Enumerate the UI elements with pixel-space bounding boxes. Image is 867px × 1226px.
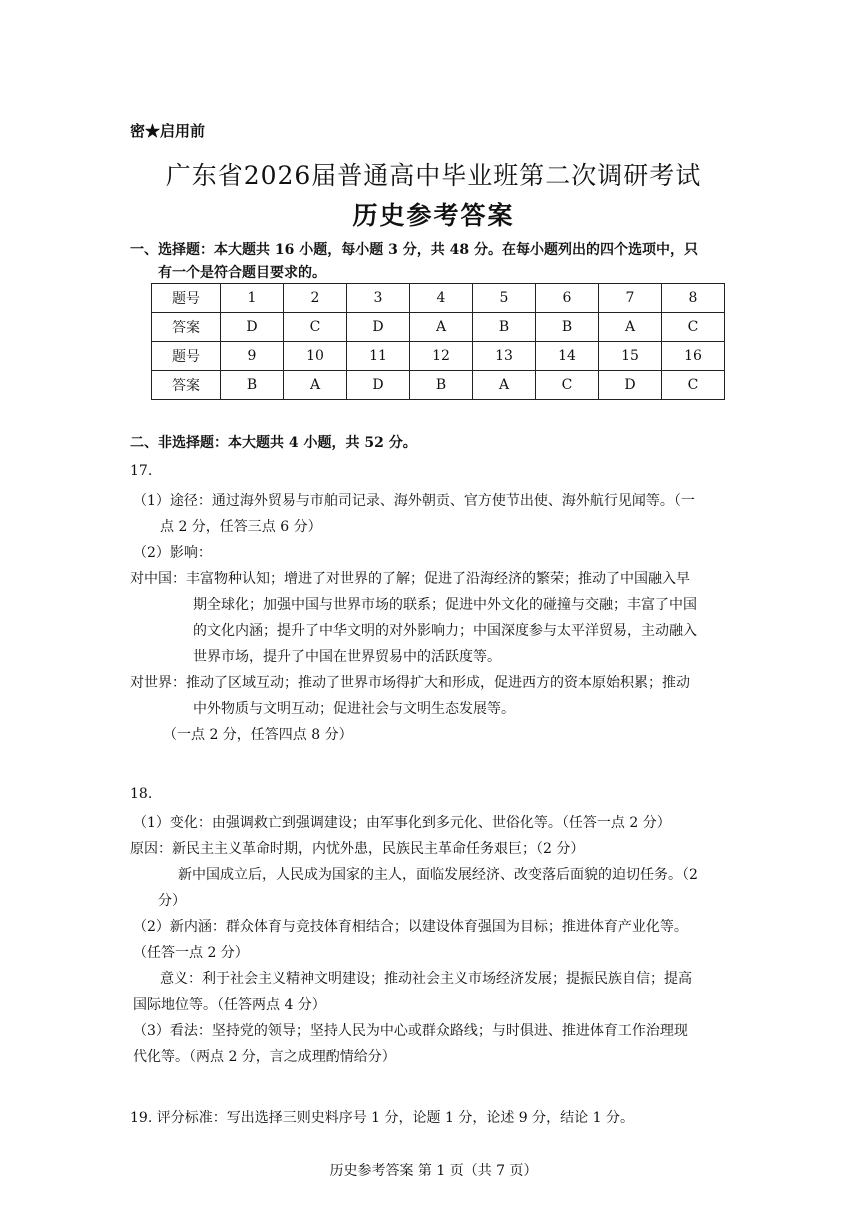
answer-table-cell: 13 bbox=[473, 342, 536, 371]
answer-table-header-cell: 答案 bbox=[152, 313, 221, 342]
answer-table-cell: 8 bbox=[662, 284, 725, 313]
exam-title: 广东省2026届普通高中毕业班第二次调研考试 bbox=[165, 161, 702, 190]
answer-table-cell: A bbox=[599, 313, 662, 342]
q17-scoring-note: （一点 2 分，任答四点 8 分） bbox=[163, 727, 353, 743]
answer-table-row bbox=[152, 284, 725, 313]
q18-line: （任答一点 2 分） bbox=[133, 945, 249, 961]
answer-table-cell: 5 bbox=[473, 284, 536, 313]
answer-table-cell: 9 bbox=[221, 342, 284, 371]
answer-table-cell: 11 bbox=[347, 342, 410, 371]
q17-line: 点 2 分，任答三点 6 分） bbox=[160, 519, 322, 535]
confidential-mark: 密★启用前 bbox=[130, 122, 206, 140]
answer-table-cell: 16 bbox=[662, 342, 725, 371]
answer-table-cell: 15 bbox=[599, 342, 662, 371]
answer-table-cell: A bbox=[284, 371, 347, 400]
q18-line: 新中国成立后，人民成为国家的主人，面临发展经济、改变落后面貌的迫切任务。（2 bbox=[178, 867, 698, 883]
section1-instruction-line2: 有一个是符合题目要求的。 bbox=[158, 265, 326, 281]
answer-table-cell: B bbox=[410, 371, 473, 400]
answer-table-cell: 3 bbox=[347, 284, 410, 313]
answer-table-cell: 1 bbox=[221, 284, 284, 313]
q17-line: 对中国：丰富物种认知；增进了对世界的了解；促进了沿海经济的繁荣；推动了中国融入早 bbox=[130, 571, 690, 587]
q18-line: 国际地位等。（任答两点 4 分） bbox=[133, 997, 326, 1013]
answer-table-cell: C bbox=[662, 371, 725, 400]
answer-table-cell: D bbox=[599, 371, 662, 400]
q18-line: 代化等。（两点 2 分，言之成理酌情给分） bbox=[133, 1049, 396, 1065]
answer-table-cell: C bbox=[662, 313, 725, 342]
q18-line: 分） bbox=[158, 893, 186, 909]
answer-table bbox=[151, 283, 725, 400]
answer-table-row bbox=[152, 371, 725, 400]
section2-heading: 二、非选择题：本大题共 4 小题，共 52 分。 bbox=[130, 435, 417, 451]
answer-table-cell: B bbox=[473, 313, 536, 342]
q19-scoring-criteria: 19. 评分标准：写出选择三则史料序号 1 分，论题 1 分，论述 9 分，结论 1 分。 bbox=[130, 1110, 634, 1126]
q18-line: （2）新内涵：群众体育与竞技体育相结合；以建设体育强国为目标；推进体育产业化等。 bbox=[133, 919, 688, 935]
document-subtitle: 历史参考答案 bbox=[352, 201, 515, 230]
q17-line: 的文化内涵；提升了中华文明的对外影响力；中国深度参与太平洋贸易，主动融入 bbox=[193, 623, 697, 639]
q17-number: 17. bbox=[130, 463, 153, 479]
q18-line: （3）看法：坚持党的领导；坚持人民为中心或群众路线；与时俱进、推进体育工作治理现 bbox=[133, 1023, 688, 1039]
q17-line: 期全球化；加强中国与世界市场的联系；促进中外文化的碰撞与交融；丰富了中国 bbox=[193, 597, 697, 613]
answer-table-cell: 10 bbox=[284, 342, 347, 371]
answer-table-cell: A bbox=[473, 371, 536, 400]
q18-line: 原因：新民主主义革命时期，内忧外患，民族民主革命任务艰巨；（2 分） bbox=[130, 841, 585, 857]
q18-line: 意义：利于社会主义精神文明建设；推动社会主义市场经济发展；提振民族自信；提高 bbox=[160, 971, 692, 987]
section1-instruction-line1: 一、选择题：本大题共 16 小题，每小题 3 分，共 48 分。在每小题列出的四个选项中，只 bbox=[130, 242, 698, 258]
answer-table-cell: A bbox=[410, 313, 473, 342]
answer-table-cell: B bbox=[536, 313, 599, 342]
answer-table-header-cell: 题号 bbox=[152, 342, 221, 371]
q18-line: （1）变化：由强调救亡到强调建设；由军事化到多元化、世俗化等。（任答一点 2 分） bbox=[133, 815, 671, 831]
answer-table-cell: 2 bbox=[284, 284, 347, 313]
q17-line: （1）途径：通过海外贸易与市舶司记录、海外朝贡、官方使节出使、海外航行见闻等。（一 bbox=[133, 493, 695, 509]
answer-table-cell: 12 bbox=[410, 342, 473, 371]
answer-table-cell: 14 bbox=[536, 342, 599, 371]
answer-table-header-cell: 答案 bbox=[152, 371, 221, 400]
answer-table-cell: 4 bbox=[410, 284, 473, 313]
answer-table-cell: 6 bbox=[536, 284, 599, 313]
q18-number: 18. bbox=[130, 786, 153, 802]
q17-line: （2）影响： bbox=[133, 545, 212, 561]
answer-table-row bbox=[152, 313, 725, 342]
answer-table-cell: C bbox=[536, 371, 599, 400]
answer-table-cell: C bbox=[284, 313, 347, 342]
answer-table-row bbox=[152, 342, 725, 371]
q17-line: 对世界：推动了区域互动；推动了世界市场得扩大和形成，促进西方的资本原始积累；推动 bbox=[130, 675, 690, 691]
answer-table-cell: D bbox=[221, 313, 284, 342]
answer-table-cell: D bbox=[347, 313, 410, 342]
answer-table-cell: D bbox=[347, 371, 410, 400]
answer-table-cell: B bbox=[221, 371, 284, 400]
q17-line: 中外物质与文明互动；促进社会与文明生态发展等。 bbox=[193, 701, 515, 717]
q17-line: 世界市场，提升了中国在世界贸易中的活跃度等。 bbox=[193, 649, 501, 665]
answer-table-cell: 7 bbox=[599, 284, 662, 313]
answer-table-header-cell: 题号 bbox=[152, 284, 221, 313]
page-footer: 历史参考答案 第 1 页（共 7 页） bbox=[329, 1163, 538, 1179]
